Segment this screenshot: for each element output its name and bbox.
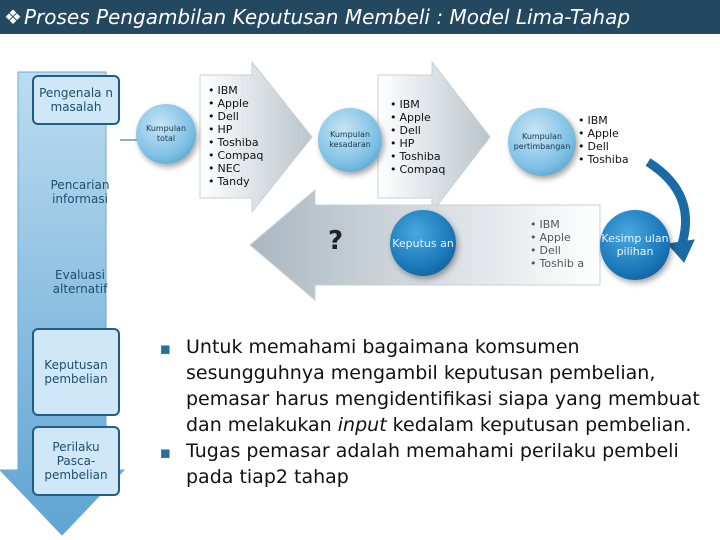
brand-item: • Dell: [578, 140, 629, 153]
stage-problem-recognition: [32, 75, 120, 125]
brand-item: • Toshiba: [208, 136, 263, 149]
stage-information-search: [40, 178, 120, 206]
stage-purchase-decision: [32, 328, 120, 416]
brand-item: • Apple: [208, 97, 263, 110]
brand-item: • NEC: [208, 162, 263, 175]
body-text: [160, 334, 716, 490]
brand-item: • Dell: [390, 124, 445, 137]
total-set-circle: [136, 104, 196, 164]
slide-title-text: Proses Pengambilan Keputusan Membeli : Model Lima-Tahap: [23, 5, 631, 29]
brand-item: • IBM: [208, 84, 263, 97]
awareness-set-brands: [390, 98, 445, 176]
brand-item: • HP: [208, 123, 263, 136]
stage-post-purchase: [32, 426, 120, 496]
body-paragraph-1: [160, 334, 716, 438]
question-mark: ?: [328, 226, 344, 256]
brand-item: • Dell: [530, 244, 590, 257]
brand-item: • IBM: [530, 218, 590, 231]
brand-item: • Apple: [578, 127, 629, 140]
decision-label: Keputus an: [392, 236, 454, 250]
stage-label: Pencarian informasi: [50, 178, 110, 206]
consideration-set-brands: [578, 114, 629, 166]
brand-item: • Compaq: [208, 149, 263, 162]
awareness-set-circle: [318, 108, 382, 172]
brand-item: • Toshiba: [390, 150, 445, 163]
brand-item: • Toshib a: [530, 257, 590, 270]
brand-item: • Compaq: [390, 163, 445, 176]
stage-alternative-evaluation: [40, 268, 120, 296]
square-bullet-icon: ◼: [160, 342, 171, 357]
square-bullet-icon: ◼: [160, 446, 171, 461]
body-paragraph-2: [160, 438, 716, 490]
brand-item: • HP: [390, 137, 445, 150]
stage-label: Perilaku Pasca-pembelian: [44, 440, 108, 482]
brand-item: • Tandy: [208, 175, 263, 188]
set-label: Kumpulan pertimbangan: [513, 132, 571, 151]
body-text-emphasis: input: [337, 414, 387, 436]
diamond-bullet-icon: ❖: [4, 5, 22, 29]
choice-set-brands: [530, 218, 590, 270]
set-label: Kumpulan total: [145, 124, 187, 143]
brand-item: • Apple: [530, 231, 590, 244]
decision-circle: [390, 210, 456, 276]
stage-label: Keputusan pembelian: [44, 358, 108, 386]
set-label: Kumpulan kesadaran: [329, 130, 371, 149]
choice-set-circle: [600, 210, 670, 280]
body-text-part: Untuk memahami bagaimana komsumen sesungguhnya mengambil keputusan pembelian, pemasar harus mengidentifikasi siapa yang membuat dan melakukan: [186, 336, 700, 436]
stage-label: Evaluasi alternatif: [52, 268, 108, 296]
body-text-part: kedalam keputusan pembelian.: [386, 414, 692, 436]
brand-item: • IBM: [390, 98, 445, 111]
total-set-brands: [208, 84, 263, 188]
brand-item: • IBM: [578, 114, 629, 127]
brand-item: • Apple: [390, 111, 445, 124]
body-text-part: Tugas pemasar adalah memahami perilaku pembeli pada tiap2 tahap: [186, 440, 679, 488]
stage-label: Pengenala n masalah: [39, 86, 113, 114]
choice-set-label: Kesimp ulan pilihan: [601, 232, 669, 258]
brand-item: • Dell: [208, 110, 263, 123]
consideration-set-circle: [508, 108, 576, 176]
brand-item: • Toshiba: [578, 153, 629, 166]
